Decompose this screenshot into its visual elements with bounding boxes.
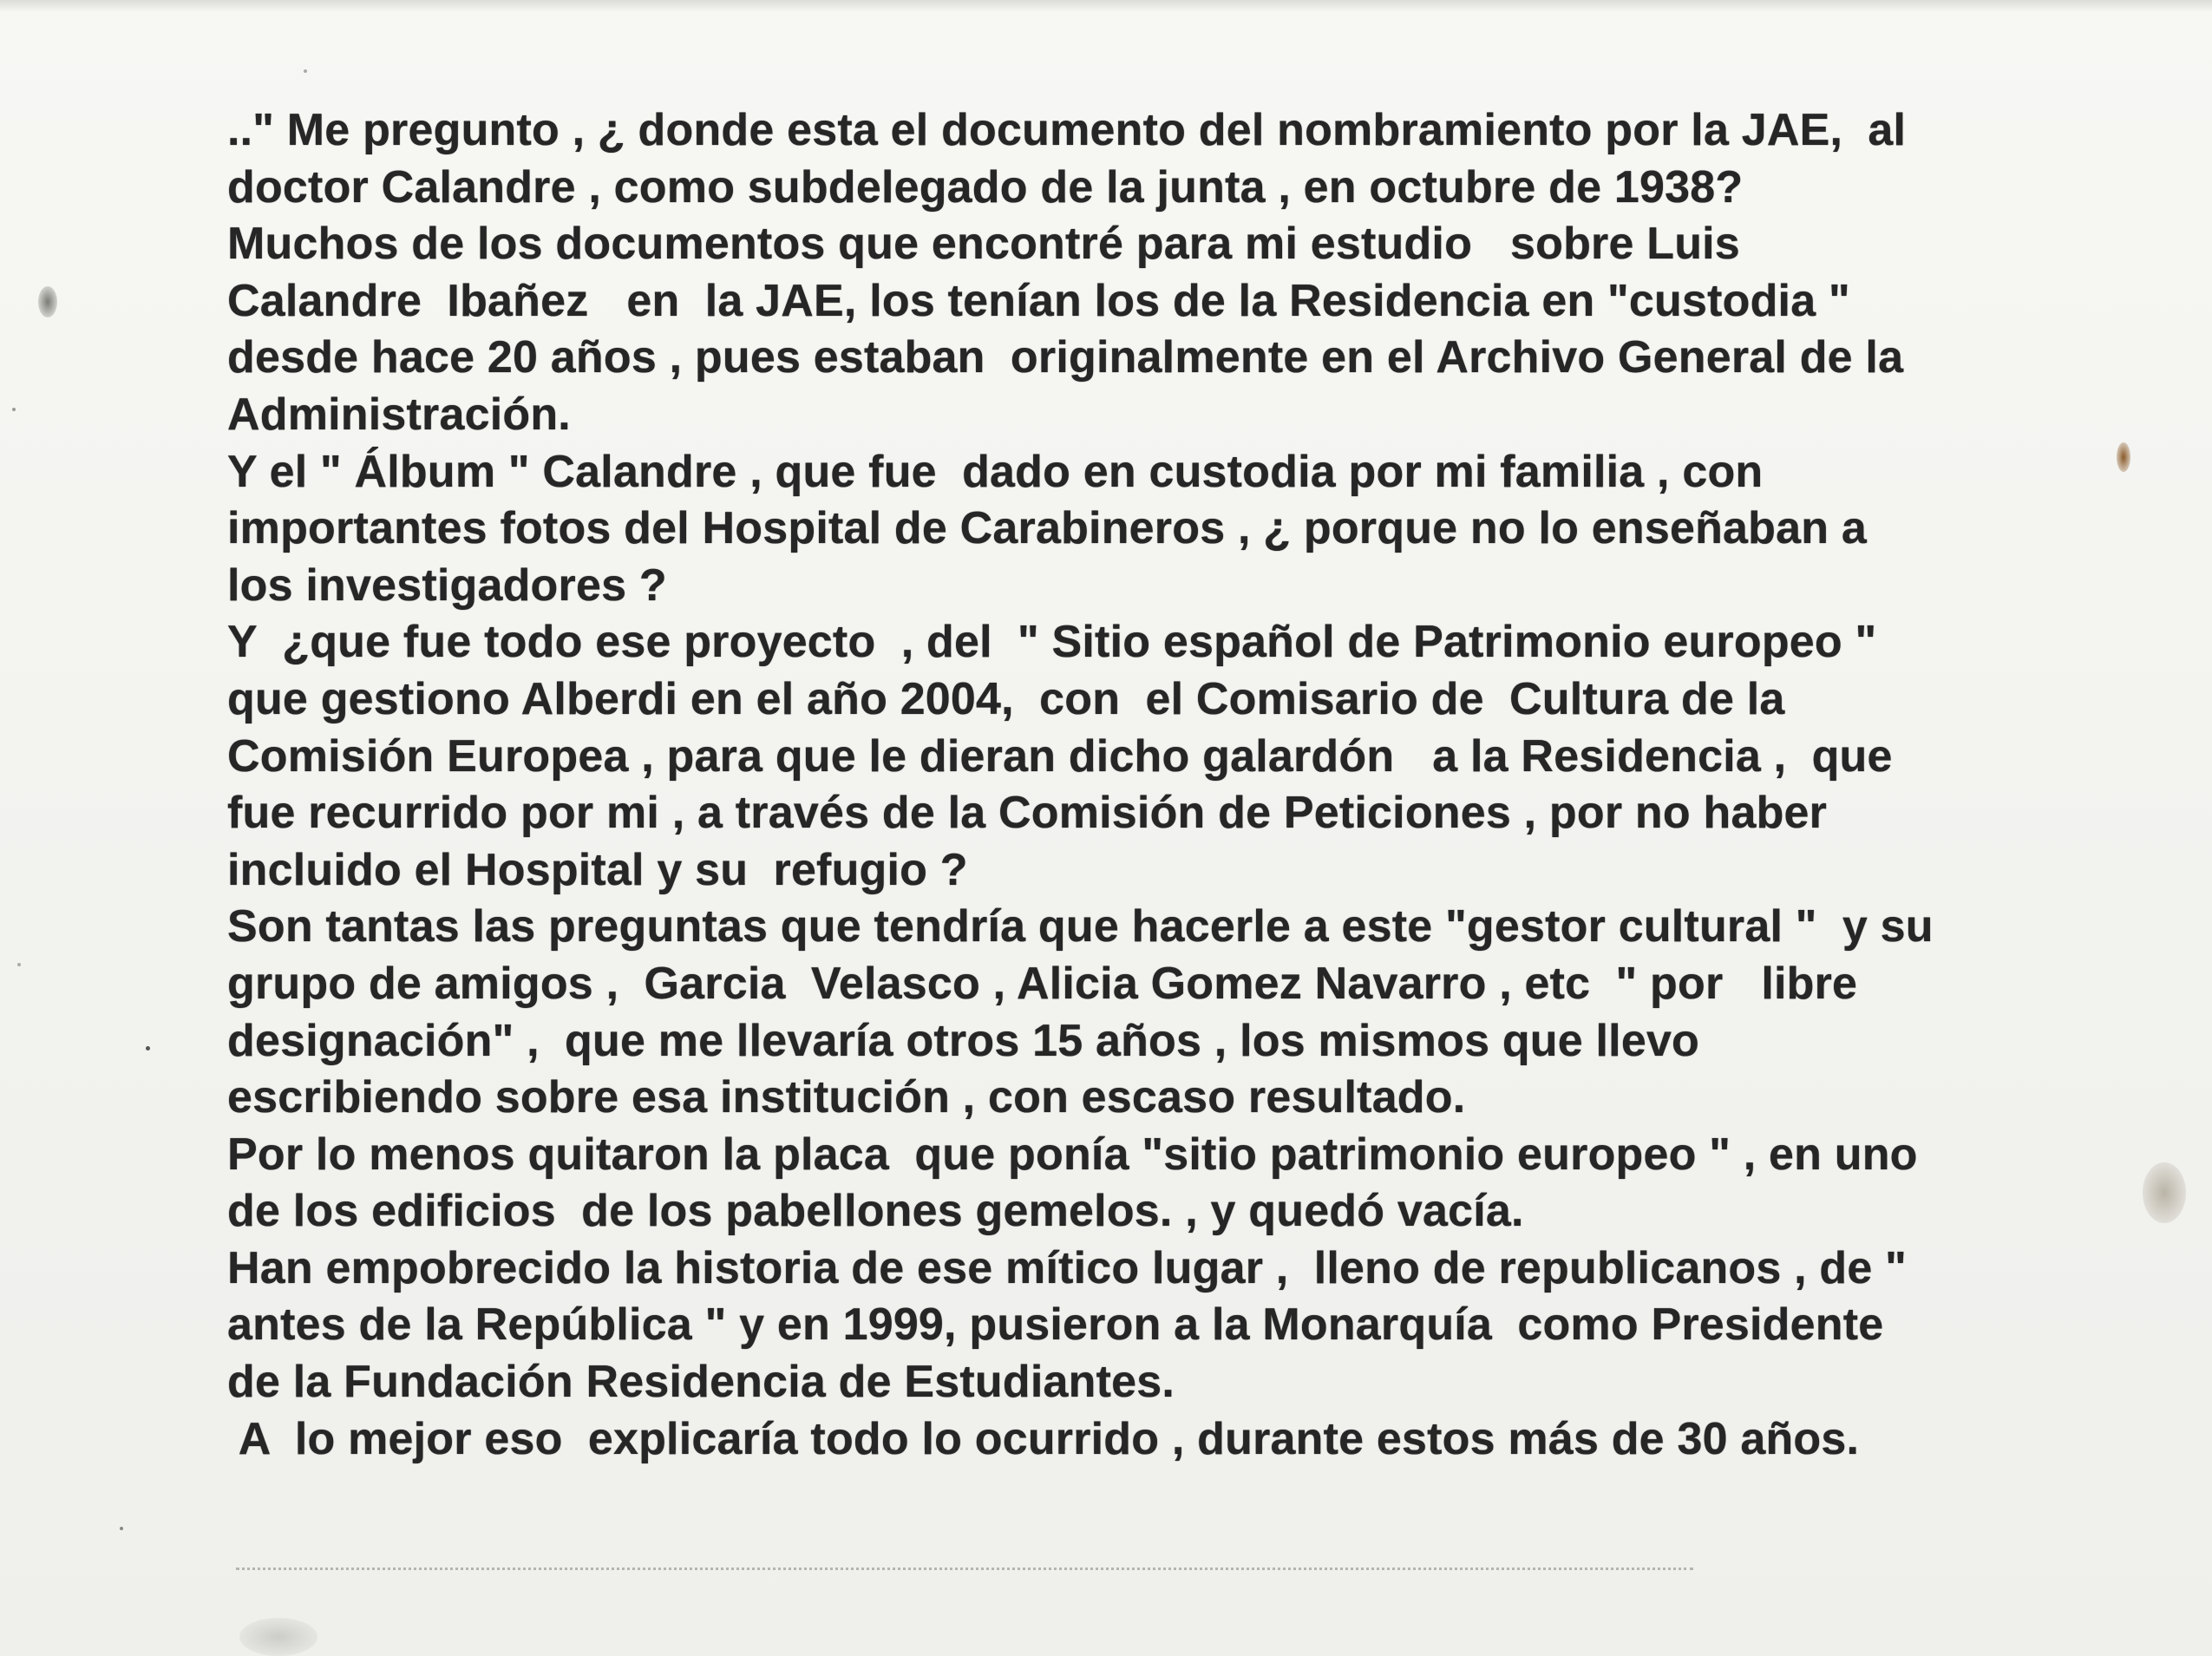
text-line: Y el " Álbum " Calandre , que fue dado en custodia por mi familia , con [227,446,1764,497]
dust-speck [12,408,16,411]
text-line: Administración. [227,389,571,440]
ink-smudge [38,286,57,317]
dotted-divider [236,1568,1693,1570]
text-line: Son tantas las preguntas que tendría que hacerle a este "gestor cultural " y su [227,901,1934,952]
text-line: importantes fotos del Hospital de Carabineros , ¿ porque no lo enseñaban a [227,503,1867,554]
text-line: doctor Calandre , como subdelegado de la junta , en octubre de 1938? [227,161,1744,213]
text-line: .." Me pregunto , ¿ donde esta el documento del nombramiento por la JAE, al [227,105,1907,155]
text-line: que gestiono Alberdi en el año 2004, con el Comisario de Cultura de la [227,673,1785,724]
text-line: A lo mejor eso explicaría todo lo ocurrido , durante estos más de 30 años. [227,1413,1860,1464]
text-line: los investigadores ? [227,560,667,611]
stain-mark [2117,442,2130,472]
scan-top-edge [0,0,2212,12]
text-line: Por lo menos quitaron la placa que ponía "sitio patrimonio europeo " , en uno [227,1129,1918,1180]
text-line: antes de la República " y en 1999, pusieron a la Monarquía como Presidente [227,1299,1884,1351]
text-line: designación" , que me llevaría otros 15 años , los mismos que llevo [227,1015,1700,1066]
text-line: Y ¿que fue todo ese proyecto , del " Sitio español de Patrimonio europeo " [227,617,1877,668]
text-line: fue recurrido por mi , a través de la Comisión de Peticiones , por no haber [227,788,1828,839]
text-line: Han empobrecido la historia de ese mítico lugar , lleno de republicanos , de " [227,1242,1908,1293]
text-line: Calandre Ibañez en la JAE, los tenían los de la Residencia en "custodia " [227,275,1850,326]
dust-speck [120,1527,123,1530]
body-text [227,102,2084,1468]
dust-speck [304,69,307,73]
text-line: escribiendo sobre esa institución , con escaso resultado. [227,1072,1466,1123]
text-line: desde hace 20 años , pues estaban originalmente en el Archivo General de la [227,332,1904,383]
dust-speck [17,963,21,966]
dust-speck [146,1046,150,1051]
text-line: Muchos de los documentos que encontré para mi estudio sobre Luis [227,219,1740,270]
text-line: Comisión Europea , para que le dieran dicho galardón a la Residencia , que [227,730,1893,782]
text-line: grupo de amigos , Garcia Velasco , Alicia Gomez Navarro , etc " por libre [227,958,1858,1009]
stain-mark [2143,1162,2186,1223]
text-line: incluido el Hospital y su refugio ? [227,844,968,895]
text-line: de los edificios de los pabellones gemelos. , y quedó vacía. [227,1186,1524,1237]
faded-mark [239,1618,317,1656]
text-line: de la Fundación Residencia de Estudiantes. [227,1357,1175,1408]
